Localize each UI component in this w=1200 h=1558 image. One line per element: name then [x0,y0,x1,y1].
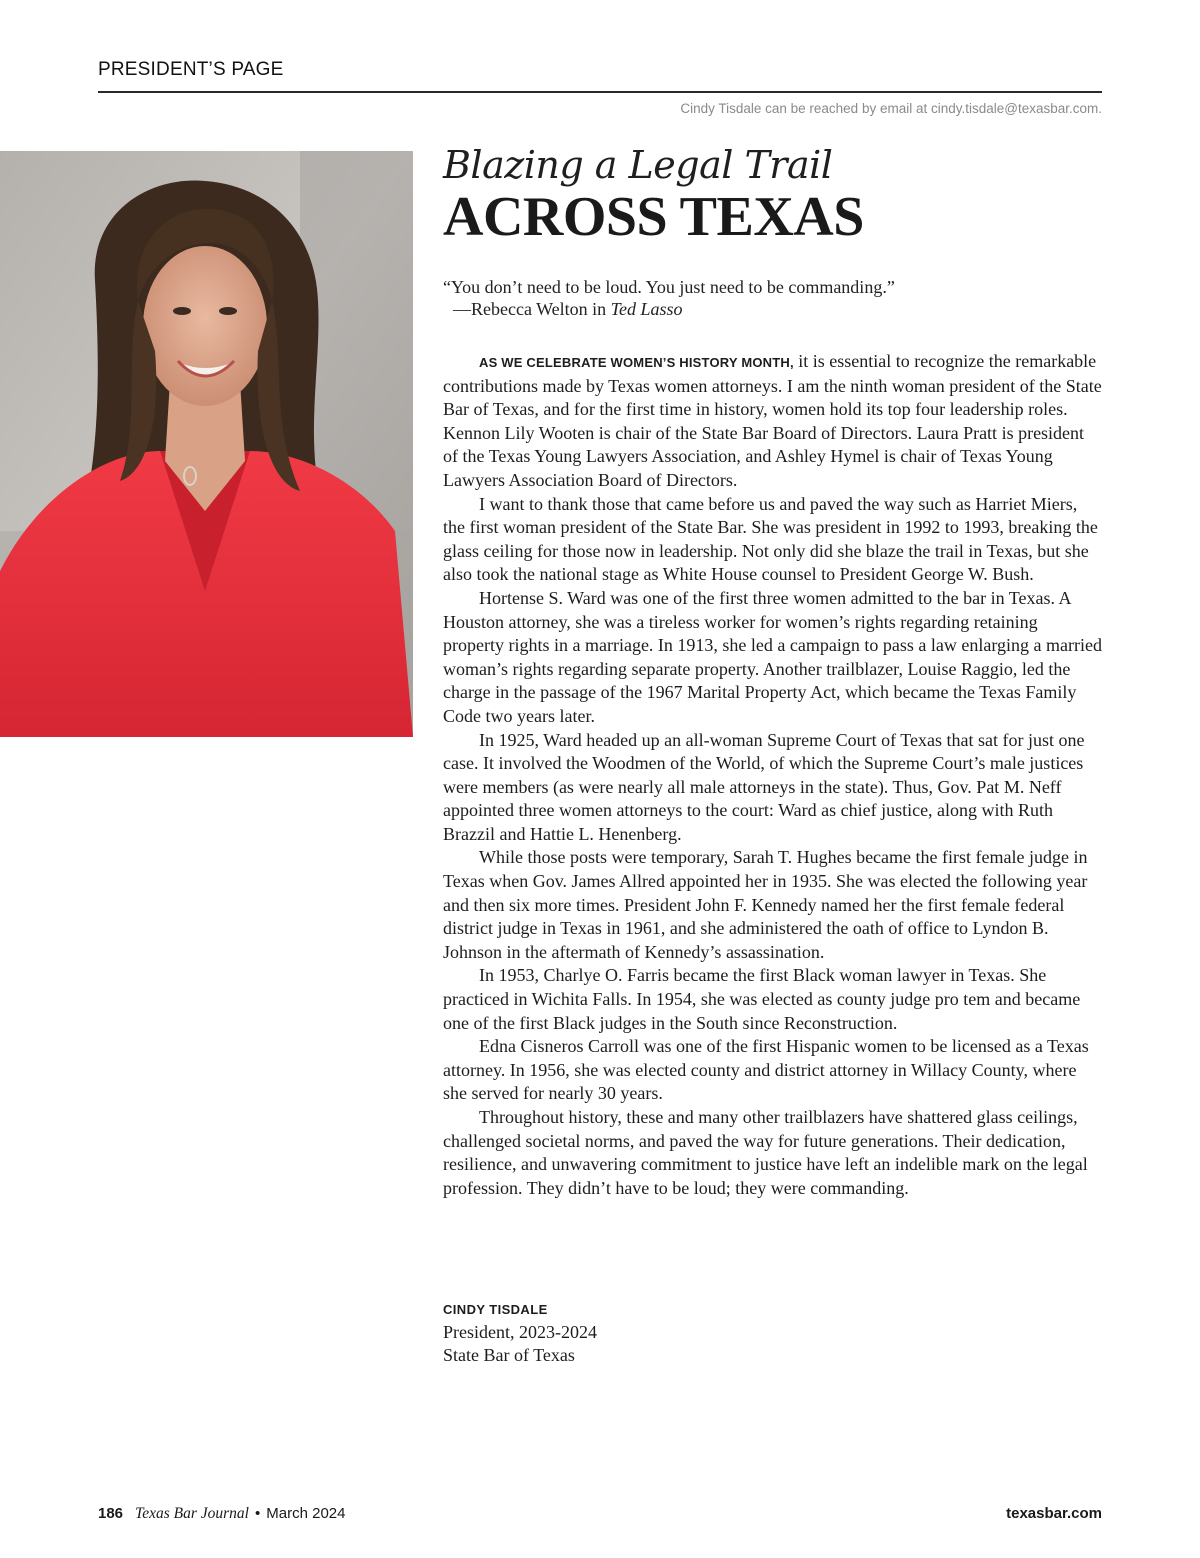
article-title [443,140,864,246]
portrait-photo [0,151,413,737]
epigraph-attribution [443,298,895,320]
article-paragraph: I want to thank those that came before us and paved the way such as Harriet Miers, the first woman president of the State Bar. She was president in 1992 to 1993, breaking the glass ceiling for those now in leadership. Not only did she blaze the trail in Texas, but she also took the national stage as White House counsel to President George W. Bush. [443,493,1098,585]
attribution-prefix: —Rebecca Welton in [453,299,611,319]
article-paragraph: Hortense S. Ward was one of the first three women admitted to the bar in Texas. A Houston attorney, she was a tireless worker for women’s rights regarding retaining property rights in a marriage. In 1913, she led a campaign to pass a law enlarging a married woman’s rights regarding separate property. Another trailblazer, Louise Raggio, led the charge in the passage of the 1967 Marital Property Act, which became the Texas Family Code two years later. [443,587,1102,726]
contact-line: Cindy Tisdale can be reached by email at cindy.tisdale@texasbar.com. [680,101,1102,116]
article-paragraph: In 1953, Charlye O. Farris became the first Black woman lawyer in Texas. She practiced in Wichita Falls. In 1954, she was elected as county judge pro tem and became one of the first Black judges in the South since Reconstruction. [443,965,1081,1033]
signature-role: President, 2023-2024 [443,1322,597,1342]
epigraph [443,276,895,320]
title-main-line: ACROSS TEXAS [443,186,864,248]
article-paragraph: Edna Cisneros Carroll was one of the first Hispanic women to be licensed as a Texas attorney. In 1956, she was elected county and district attorney in Willacy County, where she served for nearly 30 years. [443,1036,1089,1104]
attribution-work: Ted Lasso [610,299,683,319]
footer-site-link[interactable]: texasbar.com [1006,1505,1102,1522]
title-italic-line: Blazing a Legal Trail [443,143,833,187]
article-paragraph [443,350,1103,493]
footer-folio [98,1505,345,1523]
signature-name: CINDY TISDALE [443,1302,548,1317]
section-label: PRESIDENT’S PAGE [98,59,284,80]
lead-in: AS WE CELEBRATE WOMEN’S HISTORY MONTH, [479,355,794,370]
article-paragraph: Throughout history, these and many other trailblazers have shattered glass ceilings, challenged societal norms, and paved the way for future generations. Their dedication, resilience, and unwavering commitment to justice have left an indelible mark on the legal profession. They didn’t have to be loud; they were commanding. [443,1107,1088,1198]
header-rule [98,91,1102,93]
journal-name: Texas Bar Journal [135,1505,249,1522]
signature-block [443,1301,597,1367]
article-paragraph: While those posts were temporary, Sarah T. Hughes became the first female judge in Texas when Gov. James Allred appointed her in 1935. She was elected the following year and then six more times. President John F. Kennedy named her the first female federal district judge in Texas in 1961, and she administered the oath of office to Lyndon B. Johnson in the aftermath of Kennedy’s assassination. [443,847,1088,962]
issue-date: March 2024 [266,1505,346,1522]
article-paragraph: In 1925, Ward headed up an all-woman Supreme Court of Texas that sat for just one case. It involved the Woodmen of the World, of which the Supreme Court’s male justices were members (as were nearly all male attorneys in the state). Thus, Gov. Pat M. Neff appointed three women attorneys to the court: Ward as chief justice, along with Ruth Brazzil and Hattie L. Henenberg. [443,729,1085,844]
footer-separator: • [255,1505,261,1522]
epigraph-quote: “You don’t need to be loud. You just need to be commanding.” [443,277,895,297]
paragraph-text: it is essential to recognize the remarkable contributions made by Texas women attorneys. I am the ninth woman president of the State Bar of Texas, and for the first time in history, women hold its top four leadership roles. Kennon Lily Wooten is chair of the State Bar Board of Directors. Laura Pratt is president of the Texas Young Lawyers Association, and Ashley Hymel is chair of Texas Young Lawyers Association Board of Directors. [443,351,1102,490]
article-body [443,350,1103,1200]
signature-org: State Bar of Texas [443,1345,575,1365]
page-number: 186 [98,1505,124,1522]
